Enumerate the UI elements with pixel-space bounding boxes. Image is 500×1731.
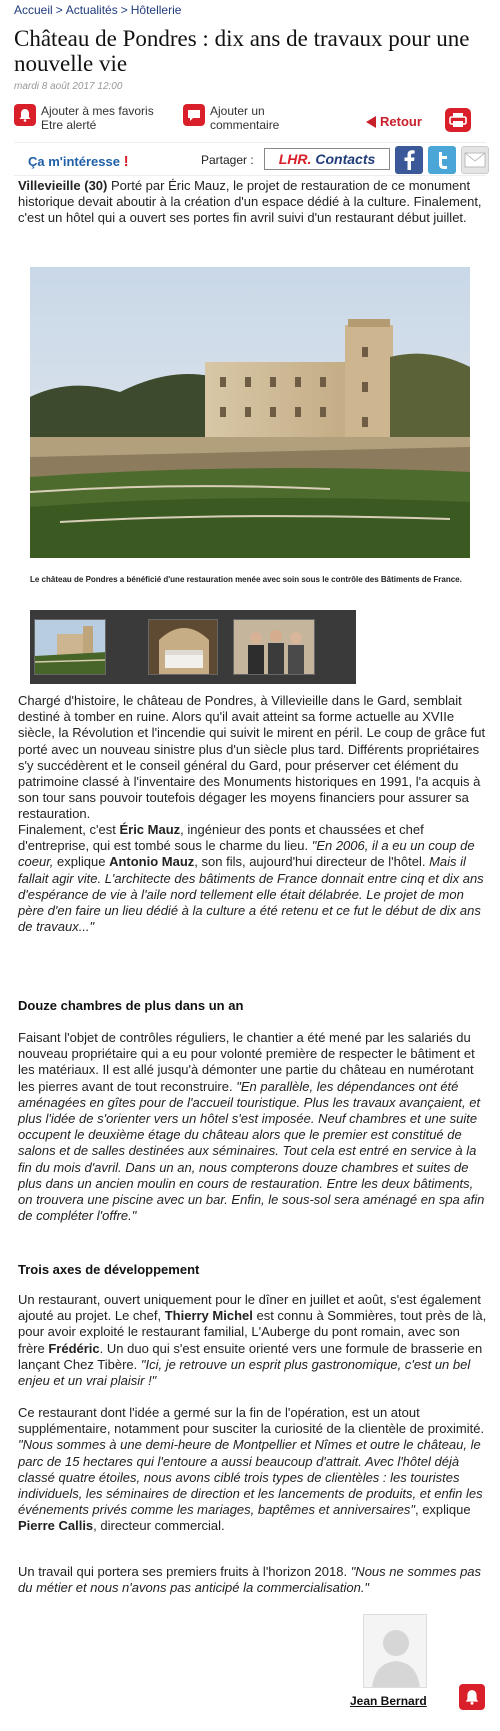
user-silhouette-icon: [364, 1615, 427, 1688]
quote: "Nous ne sommes pas du métier et nous n'avons pas anticipé la commercialisation.": [18, 1564, 482, 1596]
interest-label: Ça m'intéresse: [28, 154, 120, 169]
facebook-icon: [403, 150, 415, 170]
text-span: Un restaurant, ouvert uniquement pour le dîner en juillet et août, s'est également ajouté au projet. Le chef,: [18, 1292, 481, 1324]
lhr-contacts-label: Contacts: [315, 151, 376, 167]
comment-label-line2: commentaire: [210, 118, 280, 132]
page-title: Château de Pondres : dix ans de travaux pour une nouvelle vie: [14, 26, 470, 76]
quote: "En 2006, il a eu un coup de coeur,: [18, 838, 475, 870]
breadcrumb-home[interactable]: Accueil: [14, 3, 53, 17]
text-span: , ingénieur des ponts et chaussées et chef d'entreprise, qui est tombé sous le charme du lieu.: [18, 822, 424, 854]
lhr-logo: LHR.: [278, 151, 312, 167]
author-avatar[interactable]: [363, 1614, 427, 1688]
breadcrumb-hotellerie[interactable]: Hôtellerie: [130, 3, 182, 17]
comment-icon: [183, 104, 205, 126]
alert-label: Etre alerté: [41, 118, 97, 132]
interest-mark: !: [123, 153, 129, 170]
text-span: , directeur commercial.: [93, 1518, 225, 1534]
person-name: Pierre Callis: [18, 1518, 94, 1534]
breadcrumb-separator: >: [55, 3, 63, 17]
interest-button[interactable]: [28, 153, 129, 170]
quote: Mais il fallait agir vite. L'architecte des bâtiments de France donnait entre cinq et dix ans d'espérance de vie à l'aile nord tellement elle était délabrée. Le projet de mon père d'en faire un lieu dédié à la culture a été retenu et ce fut le début de dix ans de travaux...": [18, 854, 484, 935]
back-label: Retour: [380, 114, 422, 129]
intro-location: Villevieille (30): [18, 178, 108, 193]
email-share-button[interactable]: [461, 146, 489, 174]
intro-text: Porté par Éric Mauz, le projet de restauration de ce monument historique devait aboutir à la création d'un espace dédié à la culture. Finalement, c'est un hôtel qui a ouvert ses portes fin avril suivi d'un restaurant début juillet.: [18, 178, 482, 226]
author-name[interactable]: Jean Bernard: [350, 1694, 427, 1708]
quote: "En parallèle, les dépendances ont été aménagées en gîtes pour de l'accueil touristique. Plus les travaux avançaient, et plus l'idée de s'orienter vers un hôtel s'est imposée. Neuf chambres et une suite occupent le deuxième étage du château alors que le premier est constitué de salons et de salles destinées aux séminaires. Tout cela est entré en service à la fin du mois d'avril. Dans un an, nous compterons douze chambres et suites de plus dans un ancien moulin en cours de restauration. Entre les deux bâtiments, on trouvera une piscine avec un bar. Enfin, le sous-sol sera aménagé en spa afin de compléter l'offre.": [18, 1078, 485, 1224]
share-bar: [14, 142, 486, 176]
quote: "Ici, je retrouve un esprit plus gastronomique, c'est un bel enjeu et un vrai plaisir !": [18, 1356, 471, 1389]
main-photo[interactable]: [30, 267, 470, 558]
article-paragraph: Chargé d'histoire, le château de Pondres, à Villevieille dans le Gard, semblait destiné à tomber en ruine. Alors qu'il avait atteint sa forme actuelle au XVIIe siècle, la Révolution et l'incendie qui suivit le mirent en péril. Le coup de grâce fut porté avec un nouveau sinistre plus d'un siècle plus tard. Différents propriétaires s'y succédèrent et le conseil général du Gard, pour préserver cet élément du patrimoine classé à l'inventaire des Monuments historiques en 1991, l'a acquis à son tour sans pouvoir toutefois dégager les moyens financiers pour assurer sa restauration.: [18, 693, 486, 822]
twitter-share-button[interactable]: [428, 146, 456, 174]
envelope-icon: [464, 152, 486, 168]
section-heading: Douze chambres de plus dans un an: [18, 998, 244, 1013]
text-span: est connu à Sommières, tout près de là, pour avoir exploité le restaurant familial, L'Auberge du pont romain, avec son frère: [18, 1308, 487, 1356]
printer-icon: [449, 112, 467, 128]
comment-label-line1: Ajouter un: [210, 104, 265, 118]
author-alert-button[interactable]: [459, 1684, 485, 1710]
twitter-icon: [435, 151, 449, 169]
bell-icon: [14, 104, 36, 126]
person-name: Frédéric: [48, 1340, 100, 1356]
bell-icon: [464, 1689, 480, 1705]
article-paragraph: [18, 1292, 488, 1389]
chateau-photo: [30, 267, 470, 558]
article-paragraph: [18, 1405, 488, 1535]
person-name: Antonio Mauz: [109, 854, 195, 870]
text-span: , son fils, aujourd'hui directeur de l'hôtel.: [194, 854, 430, 870]
article-date: mardi 8 août 2017 12:00: [14, 81, 123, 92]
facebook-share-button[interactable]: [395, 146, 423, 174]
text-span: explique: [53, 854, 110, 870]
photo-caption: Le château de Pondres a bénéficié d'une restauration menée avec soin sous le contrôle des Bâtiments de France.: [30, 575, 462, 584]
favorites-label: Ajouter à mes favoris: [41, 104, 154, 118]
print-button[interactable]: [445, 108, 471, 132]
add-favorites-button[interactable]: [14, 104, 154, 132]
back-button[interactable]: [366, 114, 422, 129]
arrow-left-icon: [366, 116, 376, 128]
article-paragraph: [18, 822, 488, 935]
gallery-thumb-room[interactable]: [148, 619, 218, 675]
section-heading: Trois axes de développement: [18, 1262, 200, 1277]
text-span: Finalement, c'est: [18, 822, 120, 837]
share-label: Partager :: [201, 153, 254, 167]
gallery-thumb-team[interactable]: [233, 619, 315, 675]
article-paragraph: [18, 1564, 488, 1596]
person-name: Éric Mauz: [119, 822, 181, 837]
quote: "Nous sommes à une demi-heure de Montpellier et Nîmes et outre le château, le parc de 15 hectares qui l'entoure a aussi beaucoup d'attrait. Avec l'hôtel déjà classé quatre étoiles, nous avons ciblé trois types de clientèles : les touristes individuels, les séminaires de direction et les lancements de produits, et enfin les événements privés comme les mariages, baptêmes et anniversaires": [18, 1437, 483, 1518]
text-span: , explique: [414, 1502, 471, 1518]
text-span: Ce restaurant dont l'idée a germé sur la fin de l'opération, est un atout supplémentaire, notamment pour susciter la curiosité de la clientèle de proximité.: [18, 1405, 485, 1437]
add-comment-button[interactable]: [183, 104, 279, 132]
breadcrumb-news[interactable]: Actualités: [65, 3, 118, 17]
text-span: Faisant l'objet de contrôles réguliers, le chantier a été mené par les salariés du nouveau propriétaire qui a eu pour volonté première de respecter le bâtiment et les matériaux. Il est allé jusqu'à démonter une partie du château en numérotant les pierres avant de tout reconstruire.: [18, 1030, 475, 1094]
text-span: . Un duo qui s'est ensuite orienté vers une formule de brasserie en lançant Chez Tibère.: [18, 1340, 483, 1372]
lhr-contacts-button[interactable]: [264, 148, 390, 170]
article-intro: [18, 178, 488, 227]
breadcrumb-separator: >: [120, 3, 128, 17]
gallery-thumb-chateau[interactable]: [34, 619, 106, 675]
photo-gallery: [30, 610, 356, 684]
person-name: Thierry Michel: [164, 1308, 253, 1324]
breadcrumb: [14, 3, 181, 17]
text-span: Un travail qui portera ses premiers fruits à l'horizon 2018.: [18, 1564, 351, 1579]
article-actions: [0, 100, 500, 140]
article-paragraph: [18, 1030, 488, 1224]
